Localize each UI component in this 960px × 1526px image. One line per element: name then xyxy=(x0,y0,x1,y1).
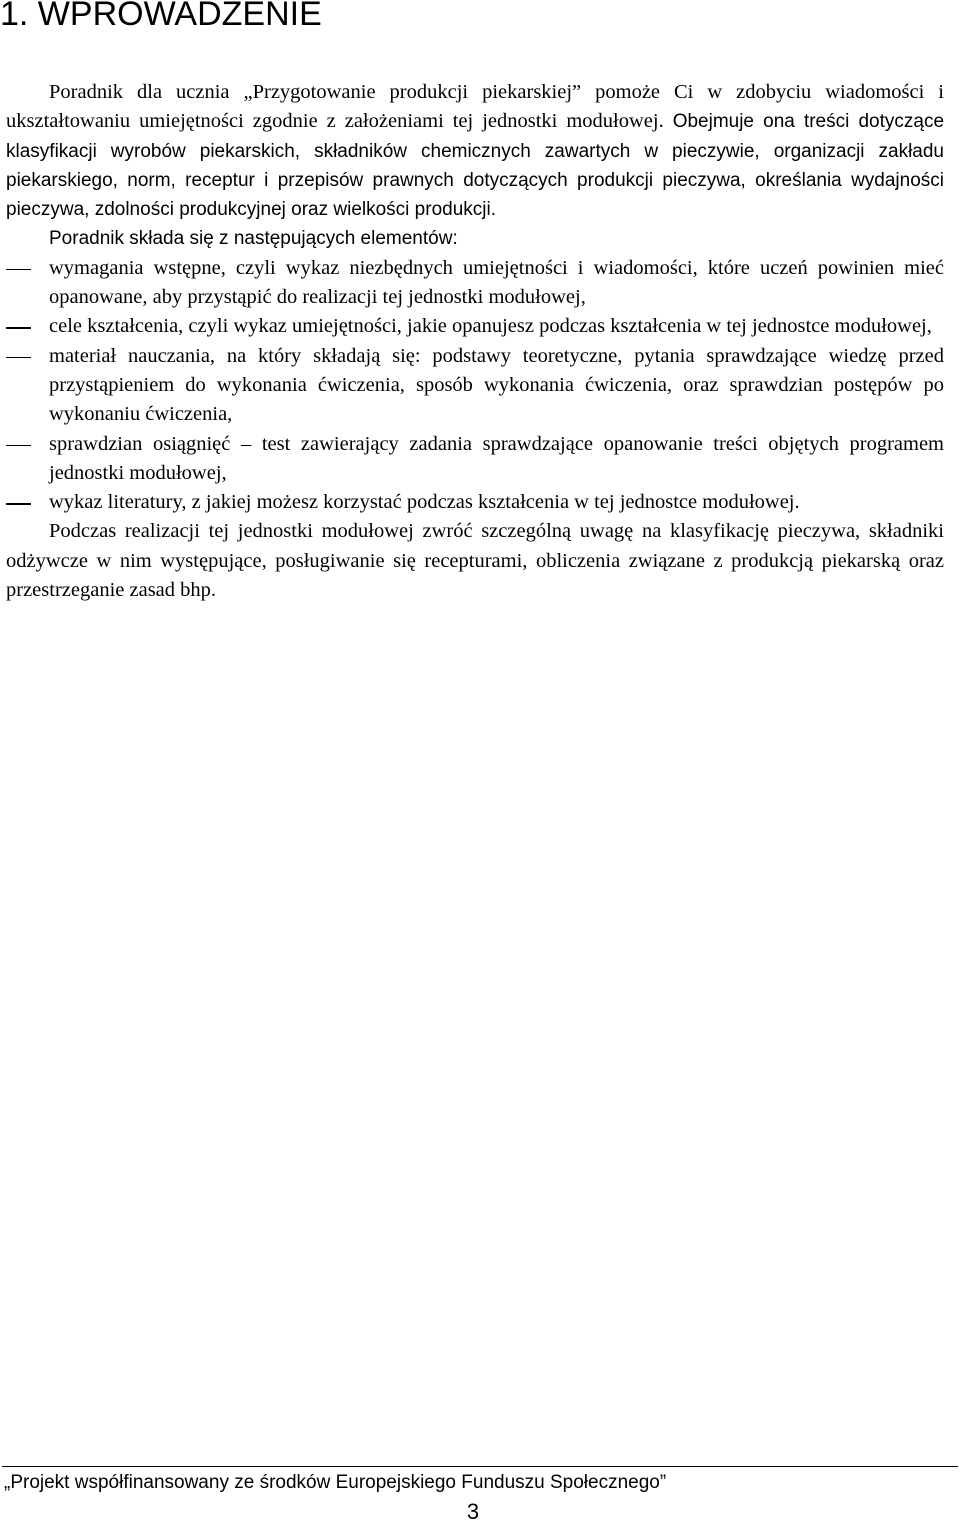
closing-paragraph: Podczas realizacji tej jednostki modułowej zwróć szczególną uwagę na klasyfikację pieczywa, składniki odżywcze w nim występujące, posługiwanie się recepturami, obliczenia związane z produkcją piekarską oraz przestrzeganie zasad bhp. xyxy=(6,520,944,602)
elements-lead xyxy=(6,224,944,253)
footer-project-note: „Projekt współfinansowany ze środków Europejskiego Funduszu Społecznego” xyxy=(4,1472,667,1493)
list-item: wykaz literatury, z jakiej możesz korzystać podczas kształcenia w tej jednostce modułowej. xyxy=(6,488,944,517)
elements-list xyxy=(6,254,944,518)
list-item: wymagania wstępne, czyli wykaz niezbędnych umiejętności i wiadomości, które uczeń powinien mieć opanowane, aby przystąpić do realizacji tej jednostki modułowej, xyxy=(6,254,944,313)
page-title: 1. WPROWADZENIE xyxy=(0,0,322,33)
page-number: 3 xyxy=(466,1499,480,1524)
elements-lead-text: Poradnik składa się z następujących elementów: xyxy=(49,228,458,250)
list-item: materiał nauczania, na który składają się: podstawy teoretyczne, pytania sprawdzające wiedzę przed przystąpieniem do wykonania ćwiczenia, sposób wykonania ćwiczenia, oraz sprawdzian postępów po wykonaniu ćwiczenia, xyxy=(6,342,944,430)
intro-paragraph xyxy=(6,78,944,224)
list-item: cele kształcenia, czyli wykaz umiejętności, jakie opanujesz podczas kształcenia w tej jednostce modułowej, xyxy=(6,312,944,341)
intro-sentence-1: Poradnik dla ucznia „Przygotowanie produkcji piekarskiej” pomoże Ci w zdobyciu wiadomości i ukształtowaniu umiejętności zgodnie z założeniami tej jednostki modułowej. xyxy=(6,81,944,133)
intro-sentence-2: Obejmuje ona treści dotyczące klasyfikacji wyrobów piekarskich, składników chemicznych zawartych w pieczywie, organizacji zakładu piekarskiego, norm, receptur i przepisów prawnych dotyczących produkcji pieczywa, określania wydajności pieczywa, zdolności produkcyjnej oraz wielkości produkcji. xyxy=(6,111,945,221)
footer-divider xyxy=(2,1466,958,1467)
list-item: sprawdzian osiągnięć – test zawierający zadania sprawdzające opanowanie treści objętych programem jednostki modułowej, xyxy=(6,430,944,489)
document-body xyxy=(6,78,944,605)
